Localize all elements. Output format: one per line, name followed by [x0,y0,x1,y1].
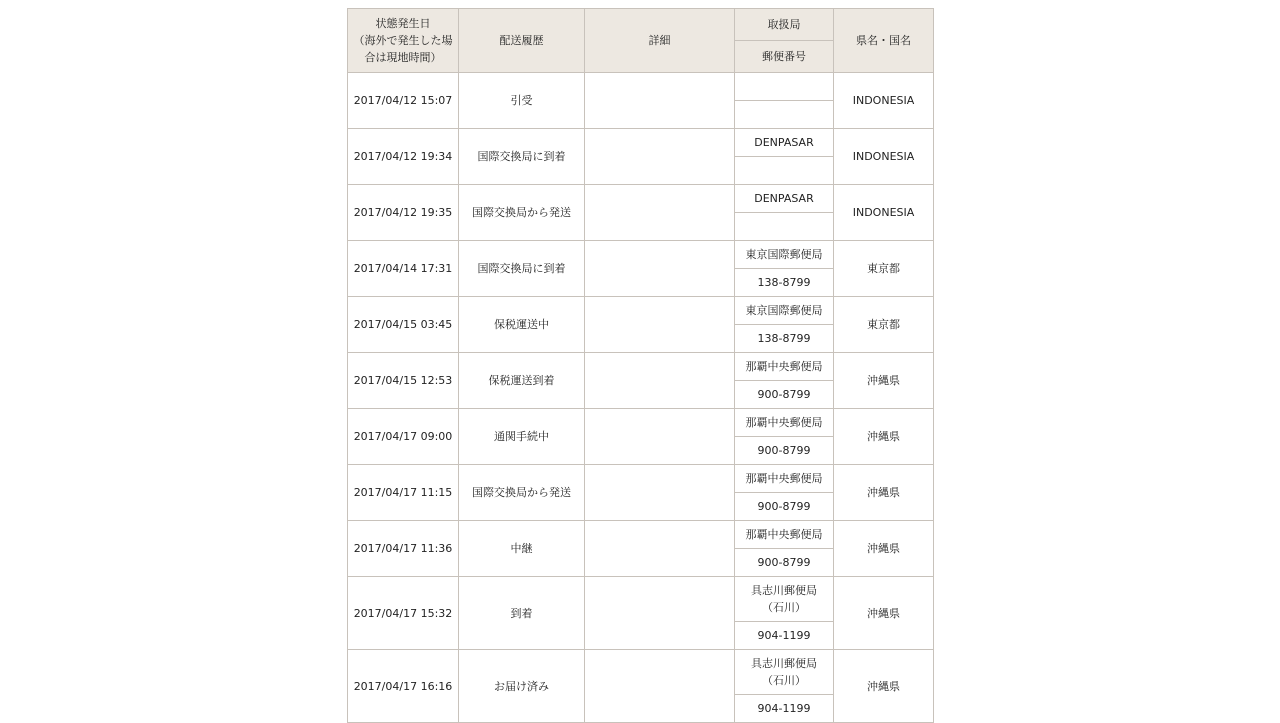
cell-history: 中継 [459,521,585,577]
office-name-line: 那覇中央郵便局 [745,360,823,373]
office-name-line: 具志川郵便局 [751,584,817,597]
table-row [348,521,934,549]
cell-date: 2017/04/17 09:00 [348,409,459,465]
cell-postal-code: 138-8799 [735,269,834,297]
cell-postal-code [735,157,834,185]
header-details: 詳細 [585,9,735,73]
cell-prefecture: 沖縄県 [834,577,934,650]
office-name-line: 東京国際郵便局 [745,248,823,261]
cell-date: 2017/04/15 03:45 [348,297,459,353]
office-name-line: DENPASAR [754,192,814,205]
cell-date: 2017/04/12 15:07 [348,73,459,129]
cell-details [585,241,735,297]
header-history: 配送履歴 [459,9,585,73]
office-name-line: （石川） [762,674,806,687]
tracking-history-table-container [347,8,933,723]
cell-details [585,353,735,409]
cell-postal-code: 900-8799 [735,381,834,409]
header-prefecture: 県名・国名 [834,9,934,73]
cell-prefecture: INDONESIA [834,73,934,129]
table-row [348,73,934,101]
cell-prefecture: 沖縄県 [834,409,934,465]
cell-history: お届け済み [459,650,585,723]
cell-prefecture: 東京都 [834,241,934,297]
cell-history: 保税運送到着 [459,353,585,409]
cell-postal-code: 900-8799 [735,549,834,577]
cell-history: 国際交換局に到着 [459,241,585,297]
cell-office [735,650,834,695]
office-name-line: （石川） [762,601,806,614]
cell-details [585,521,735,577]
cell-date: 2017/04/17 16:16 [348,650,459,723]
header-date-line: 合は現地時間） [364,51,442,64]
cell-office [735,409,834,437]
office-name-line: 東京国際郵便局 [745,304,823,317]
cell-office [735,73,834,101]
cell-postal-code [735,101,834,129]
table-row [348,129,934,157]
cell-prefecture: 東京都 [834,297,934,353]
cell-details [585,73,735,129]
table-row [348,650,934,695]
cell-details [585,577,735,650]
cell-date: 2017/04/12 19:35 [348,185,459,241]
cell-office [735,465,834,493]
cell-office [735,577,834,622]
cell-postal-code: 900-8799 [735,437,834,465]
cell-history: 国際交換局に到着 [459,129,585,185]
cell-date: 2017/04/12 19:34 [348,129,459,185]
table-header [348,9,934,73]
cell-date: 2017/04/14 17:31 [348,241,459,297]
cell-history: 引受 [459,73,585,129]
table-row [348,577,934,622]
cell-details [585,409,735,465]
cell-history: 国際交換局から発送 [459,465,585,521]
cell-date: 2017/04/17 11:36 [348,521,459,577]
cell-details [585,650,735,723]
cell-prefecture: 沖縄県 [834,353,934,409]
cell-postal-code: 904-1199 [735,622,834,650]
table-row [348,465,934,493]
cell-prefecture: 沖縄県 [834,521,934,577]
table-row [348,409,934,437]
cell-office [735,297,834,325]
header-date-line: （海外で発生した場 [353,34,453,47]
cell-office [735,185,834,213]
office-name-line: DENPASAR [754,136,814,149]
office-name-line: 具志川郵便局 [751,657,817,670]
cell-office [735,241,834,269]
table-row [348,241,934,269]
cell-details [585,129,735,185]
cell-details [585,185,735,241]
cell-postal-code [735,213,834,241]
header-date-line: 状態発生日 [375,17,431,30]
cell-office [735,353,834,381]
office-name-line: 那覇中央郵便局 [745,416,823,429]
office-name-line: 那覇中央郵便局 [745,472,823,485]
cell-history: 保税運送中 [459,297,585,353]
cell-details [585,465,735,521]
cell-details [585,297,735,353]
table-row [348,353,934,381]
cell-history: 到着 [459,577,585,650]
cell-postal-code: 900-8799 [735,493,834,521]
cell-office [735,129,834,157]
cell-date: 2017/04/17 11:15 [348,465,459,521]
table-body [348,73,934,723]
header-postal-code: 郵便番号 [735,41,834,73]
cell-date: 2017/04/15 12:53 [348,353,459,409]
header-date [348,9,459,73]
cell-prefecture: 沖縄県 [834,465,934,521]
cell-postal-code: 904-1199 [735,695,834,723]
office-name-line: 那覇中央郵便局 [745,528,823,541]
table-row [348,185,934,213]
cell-postal-code: 138-8799 [735,325,834,353]
cell-prefecture: 沖縄県 [834,650,934,723]
table-row [348,297,934,325]
cell-history: 通関手続中 [459,409,585,465]
cell-prefecture: INDONESIA [834,129,934,185]
header-office: 取扱局 [735,9,834,41]
cell-office [735,521,834,549]
cell-prefecture: INDONESIA [834,185,934,241]
cell-date: 2017/04/17 15:32 [348,577,459,650]
cell-history: 国際交換局から発送 [459,185,585,241]
tracking-history-table [347,8,934,723]
